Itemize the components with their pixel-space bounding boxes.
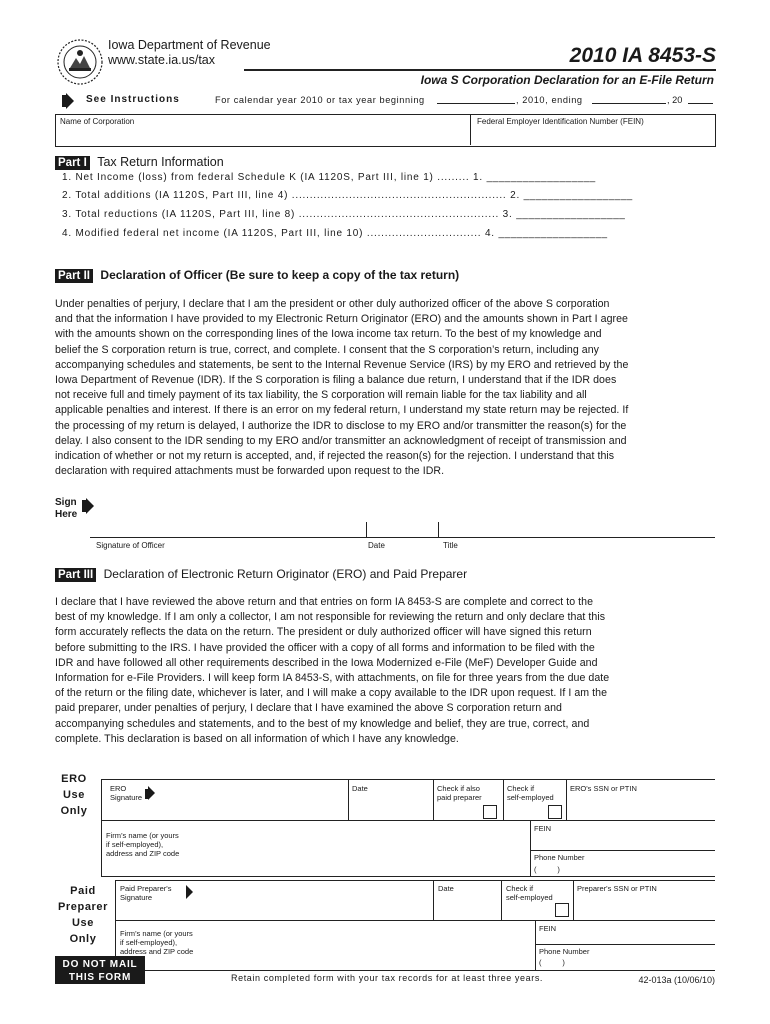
prep-ssn-label: Preparer's SSN or PTIN <box>577 884 657 893</box>
prep-phone-field[interactable]: ( ) <box>539 958 565 967</box>
p3-line: accompanying schedules and statements, and to the best of my knowledge and belief, they are true, correct, and <box>55 717 590 730</box>
ero-check-self-label: Check if self-employed <box>507 784 554 802</box>
p3-line: Information for e-File Providers. I will keep form IA 8453-S, with attachments, on file for three years from the due date <box>55 672 610 685</box>
ero-paid-preparer-checkbox[interactable] <box>483 805 497 819</box>
prep-side-3: Use <box>72 917 94 929</box>
ero-use-only-label <box>52 771 96 819</box>
part3-heading <box>55 565 467 583</box>
ero-mid-rule <box>101 820 715 821</box>
prep-firm-field[interactable] <box>205 923 530 968</box>
prep-top-rule <box>115 880 715 881</box>
part3-title: Declaration of Electronic Return Originator (ERO) and Paid Preparer <box>103 567 468 581</box>
officer-signature-field[interactable] <box>90 520 365 536</box>
part2-title: Declaration of Officer (Be sure to keep a copy of the tax return) <box>100 268 460 282</box>
line-3-text: 3. Total reductions (IA 1120S, Part III, line 8) ........................................................ 3. <box>62 209 513 220</box>
ero-phone-label: Phone Number <box>534 853 585 862</box>
p3-line: best of my knowledge. If I am only a collector, I am not responsible for reviewing the return and only declare that this <box>55 611 606 624</box>
ero-div-check1 <box>433 779 434 820</box>
p2-line: Iowa Department of Revenue (IDR). If the S corporation is filing a balance due return, I understand that if the IDR does <box>55 374 617 387</box>
name-fein-divider <box>470 114 471 145</box>
ero-self-employed-checkbox[interactable] <box>548 805 562 819</box>
line-2-amount-field[interactable]: __________________ <box>523 190 633 201</box>
p2-line: accompanying schedules and statements, be sent to the Internal Revenue Service (IRS) by my ERO and retrieved by the <box>55 358 629 371</box>
year-mid-text: , 2010, ending <box>516 95 583 105</box>
ero-signature-field[interactable] <box>160 782 345 818</box>
arrow-right-icon <box>66 93 74 109</box>
p2-line: delay. I also consent to the IDR sending to my ERO and/or transmitter an acknowledgment of receipt of transmission and <box>55 434 627 447</box>
line-1-amount-field[interactable]: __________________ <box>486 172 596 183</box>
ero-firm-field[interactable] <box>195 823 525 873</box>
state-seal <box>56 38 104 86</box>
part1-line-4 <box>62 228 608 239</box>
prep-div-date <box>433 880 434 920</box>
seal-icon <box>56 38 104 86</box>
arrow-right-icon <box>186 885 193 899</box>
p2-line: the processing of my return is delayed, I authorize the IDR to disclose to my ERO and/or transmitter the reason(s) for the <box>55 419 627 432</box>
prep-signature-label: Paid Preparer's Signature <box>120 884 172 902</box>
p3-line: paid preparer, under penalties of perjury, I declare that I have examined the above S corporation return and <box>55 702 562 715</box>
prep-date-field[interactable] <box>436 895 498 917</box>
officer-title-field[interactable] <box>439 520 714 536</box>
line-4-text: 4. Modified federal net income (IA 1120S, Part III, line 10) ................................ 4. <box>62 228 495 239</box>
ero-phone-field[interactable]: ( ) <box>534 865 560 874</box>
ero-date-field[interactable] <box>350 795 430 817</box>
ero-div-fein <box>530 820 531 876</box>
name-of-corporation-input[interactable] <box>58 127 466 143</box>
see-instructions: See Instructions <box>86 94 180 105</box>
ero-side-1: ERO <box>61 773 87 785</box>
end-date-field[interactable] <box>592 103 666 104</box>
part1-heading <box>55 153 224 171</box>
prep-ssn-field[interactable] <box>575 895 713 917</box>
ero-top-rule <box>101 779 715 780</box>
part1-line-3 <box>62 209 625 220</box>
ero-firm-label: Firm’s name (or yours if self-employed), address and ZIP code <box>106 831 180 858</box>
p2-line: with the amounts shown on the corresponding lines of the Iowa income tax return. To the best of my knowledge and <box>55 328 602 341</box>
part1-line-2 <box>62 190 633 201</box>
form-id: 2010 IA 8453-S <box>569 44 716 67</box>
prep-mid-rule <box>115 920 715 921</box>
prep-date-label: Date <box>438 884 454 893</box>
arrow-right-icon <box>148 786 155 800</box>
ero-date-label: Date <box>352 784 368 793</box>
fein-input[interactable] <box>474 127 710 143</box>
part2-declaration <box>55 297 720 479</box>
ero-fein-field[interactable] <box>532 833 712 848</box>
p3-line: complete. This declaration is based on all information of which I have any knowledge. <box>55 732 459 745</box>
ero-side-2: Use <box>63 789 85 801</box>
sig-divider-1 <box>366 522 367 537</box>
ero-div-check2 <box>503 779 504 820</box>
p2-line: and that the information I have provided to my Electronic Return Originator (ERO) and the amounts shown in Part I agree <box>55 313 629 326</box>
part1-line-1 <box>62 172 596 183</box>
signature-of-officer-label: Signature of Officer <box>96 541 165 550</box>
prep-signature-field[interactable] <box>198 883 428 917</box>
officer-date-field[interactable] <box>367 520 437 536</box>
prep-bottom-rule <box>115 970 715 971</box>
part1-label: Part I <box>55 156 90 170</box>
p3-line: IDR and have followed all other requirements described in the Iowa Modernized e-File (MeF) Developer Guide and <box>55 656 598 669</box>
p2-line: not receive full and timely payment of its tax liability, the S corporation will remain liable for the tax liability and all <box>55 389 587 402</box>
title-label: Title <box>443 541 458 550</box>
ero-bottom-rule <box>101 876 715 877</box>
line-3-amount-field[interactable]: __________________ <box>516 209 626 220</box>
part1-title: Tax Return Information <box>97 155 224 169</box>
ero-ssn-field[interactable] <box>568 795 713 817</box>
retain-notice: Retain completed form with your tax records for at least three years. <box>231 973 544 983</box>
p2-line: indication of whether or not my return is accepted, and, if rejected the reason(s) for the rejection. I understand that this <box>55 450 615 463</box>
name-of-corporation-label: Name of Corporation <box>60 117 135 126</box>
ero-phone-rule <box>530 850 715 851</box>
ero-fein-label: FEIN <box>534 824 552 833</box>
ero-check-paid-label: Check if also paid preparer <box>437 784 482 802</box>
prep-side-2: Preparer <box>57 901 109 913</box>
prep-side-4: Only <box>69 933 97 945</box>
ero-div-date <box>348 779 349 820</box>
preparer-use-only-label <box>52 883 114 947</box>
agency-website: www.state.ia.us/tax <box>108 53 215 67</box>
prep-phone-rule <box>535 944 715 945</box>
end-year-field[interactable] <box>688 103 713 104</box>
ero-ssn-label: ERO's SSN or PTIN <box>570 784 637 793</box>
line-1-text: 1. Net Income (loss) from federal Schedule K (IA 1120S, Part III, line 1) ......... 1. <box>62 172 483 183</box>
ero-side-3: Only <box>60 805 88 817</box>
begin-date-field[interactable] <box>437 103 515 104</box>
p2-line: Under penalties of perjury, I declare that I am the president or other duly authorized officer of the above S corporation <box>55 298 610 310</box>
p2-line: applicable penalties and interest. If there is an error on my federal return, I understand my state return may be rejected. If <box>55 404 629 417</box>
p3-line: I declare that I have reviewed the above return and that entries on form IA 8453-S are complete and correct to the <box>55 596 594 608</box>
form-title: Iowa S Corporation Declaration for an E-File Return <box>420 73 714 87</box>
agency-name: Iowa Department of Revenue <box>108 38 271 52</box>
part3-label: Part III <box>55 568 96 582</box>
prep-phone-label: Phone Number <box>539 947 590 956</box>
header-rule <box>244 69 716 71</box>
p2-line: belief the S corporation return is true, correct, and complete. I consent that the S corporation’s return, including any <box>55 343 600 356</box>
prep-self-employed-checkbox[interactable] <box>555 903 569 917</box>
prep-fein-field[interactable] <box>537 932 713 943</box>
ero-signature-label: ERO Signature <box>110 784 143 802</box>
ero-left-rule <box>101 779 102 876</box>
prep-div-fein <box>535 920 536 970</box>
prep-div-ssn <box>573 880 574 920</box>
ero-div-ssn <box>566 779 567 820</box>
do-not-mail-text: DO NOT MAIL <box>62 959 138 970</box>
sign-label: Sign <box>55 497 77 508</box>
p3-line: of the return or the filing date, whichever is later, and I will make a copy available to the IDR upon request. If I am the <box>55 687 608 700</box>
p3-line: form accurately reflects the data on the return. The president or duly authorized officer will have signed this return <box>55 626 592 639</box>
part2-heading <box>55 266 459 284</box>
p2-line: declaration with required attachments must be forwarded upon request to the IDR. <box>55 465 445 478</box>
prep-fein-label: FEIN <box>539 924 557 933</box>
date-label: Date <box>368 541 385 550</box>
line-2-text: 2. Total additions (IA 1120S, Part III, line 4) ............................................................ 2. <box>62 190 521 201</box>
line-4-amount-field[interactable]: __________________ <box>498 228 608 239</box>
year-end-text: , 20 <box>667 95 683 105</box>
part3-declaration <box>55 595 720 747</box>
here-label: Here <box>55 509 78 520</box>
part2-label: Part II <box>55 269 93 283</box>
arrow-right-icon <box>86 498 94 514</box>
prep-div-check <box>501 880 502 920</box>
sig-divider-2 <box>438 522 439 537</box>
signature-line <box>90 537 715 538</box>
this-form-text: THIS FORM <box>68 972 132 983</box>
prep-check-self-label: Check if self-employed <box>506 884 553 902</box>
prep-firm-label: Firm’s name (or yours if self-employed), address and ZIP code <box>120 929 194 956</box>
do-not-mail-box <box>55 956 145 984</box>
prep-side-1: Paid <box>70 885 96 897</box>
calendar-year-text: For calendar year 2010 or tax year beginning <box>215 95 425 105</box>
fein-label: Federal Employer Identification Number (FEIN) <box>477 117 644 126</box>
p3-line: before submitting to the IRS. I have provided the officer with a copy of all forms and information to be filed with the <box>55 641 595 654</box>
form-number: 42-013a (10/06/10) <box>638 975 715 985</box>
